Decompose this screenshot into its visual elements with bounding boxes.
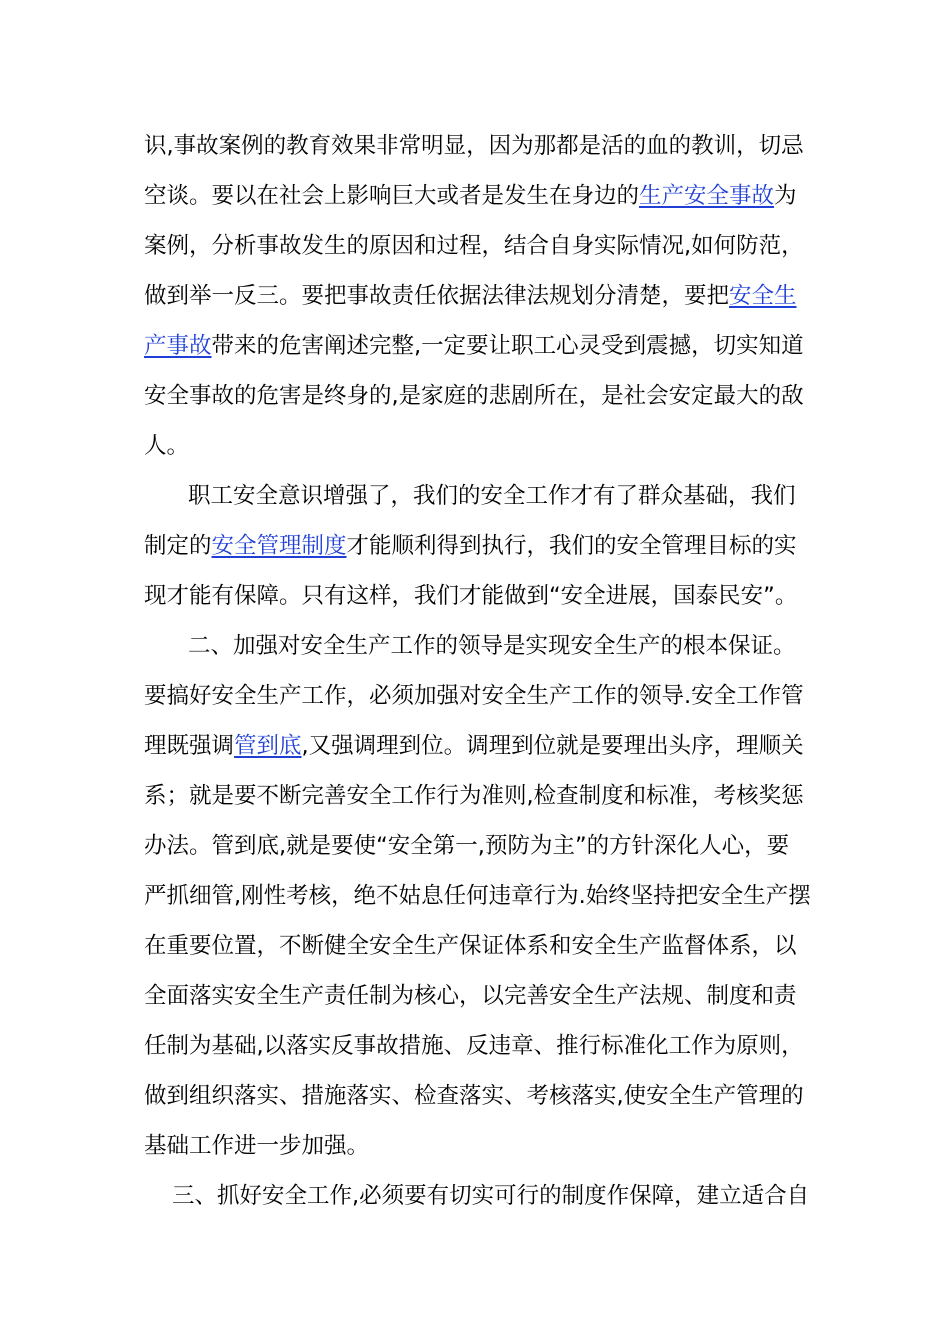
paragraph-start-line: 职工安全意识增强了，我们的安全工作才有了群众基础，我们 <box>188 483 796 509</box>
text-line: 现才能有保障。只有这样，我们才能做到“安全进展，国泰民安”。 <box>144 583 798 609</box>
text-line: 做到举一反三。要把事故责任依据法律法规划分清楚，要把安全生 <box>144 283 797 309</box>
text-line: 空谈。要以在社会上影响巨大或者是发生在身边的生产安全事故为 <box>144 183 797 209</box>
text-line: 案例，分析事故发生的原因和过程，结合自身实际情况,如何防范， <box>144 233 804 259</box>
link-safety-production-accident-cont[interactable]: 产事故 <box>144 333 212 359</box>
text-line: 在重要位置，不断健全安全生产保证体系和安全生产监督体系，以 <box>144 933 797 959</box>
text-line: 严抓细管,刚性考核，绝不姑息任何违章行为.始终坚持把安全生产摆 <box>144 883 811 909</box>
section-heading-2: 二、加强对安全生产工作的领导是实现安全生产的根本保证。 <box>188 633 796 659</box>
link-manage-thoroughly[interactable]: 管到底 <box>234 733 302 759</box>
text-line: 任制为基础,以落实反事故措施、反违章、推行标准化工作为原则， <box>144 1033 804 1059</box>
text-line: 系；就是要不断完善安全工作行为准则,检查制度和标准，考核奖惩 <box>144 783 804 809</box>
text-line: 识,事故案例的教育效果非常明显，因为那都是活的血的教训，切忌 <box>144 133 804 159</box>
text-line: 产事故带来的危害阐述完整,一定要让职工心灵受到震撼，切实知道 <box>144 333 804 359</box>
text-line: 基础工作进一步加强。 <box>144 1133 370 1159</box>
link-safety-production-accident[interactable]: 安全生 <box>729 283 797 309</box>
link-safety-management-system[interactable]: 安全管理制度 <box>211 533 347 559</box>
text-line: 制定的安全管理制度才能顺利得到执行，我们的安全管理目标的实 <box>144 533 797 559</box>
text-line: 做到组织落实、措施落实、检查落实、考核落实,使安全生产管理的 <box>144 1083 804 1109</box>
section-heading-3: 三、抓好安全工作,必须要有切实可行的制度作保障，建立适合自 <box>172 1183 810 1209</box>
text-line: 安全事故的危害是终身的,是家庭的悲剧所在，是社会安定最大的敌 <box>144 383 804 409</box>
text-line: 理既强调管到底,又强调理到位。调理到位就是要理出头序，理顺关 <box>144 733 804 759</box>
text-line: 全面落实安全生产责任制为核心，以完善安全生产法规、制度和责 <box>144 983 797 1009</box>
link-production-safety-accident[interactable]: 生产安全事故 <box>639 183 775 209</box>
text-line: 人。 <box>144 433 190 459</box>
text-line: 要搞好安全生产工作，必须加强对安全生产工作的领导.安全工作管 <box>144 683 804 709</box>
text-line: 办法。管到底,就是要使“安全第一,预防为主”的方针深化人心，要 <box>144 833 790 859</box>
